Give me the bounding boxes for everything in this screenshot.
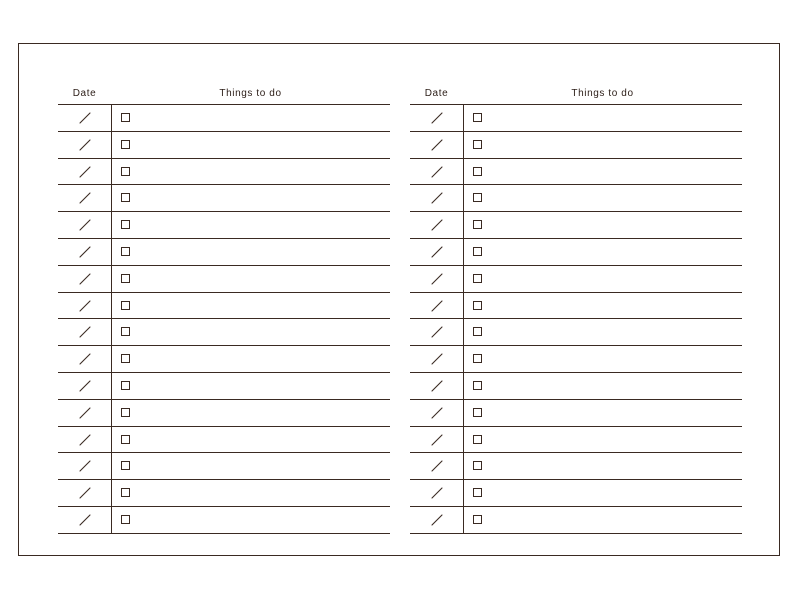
table-row bbox=[58, 212, 390, 239]
date-cell[interactable] bbox=[58, 373, 111, 399]
date-slash-mark bbox=[431, 300, 443, 312]
date-cell[interactable] bbox=[58, 400, 111, 426]
table-row bbox=[58, 453, 390, 480]
checkbox[interactable] bbox=[121, 193, 130, 202]
date-slash-mark bbox=[431, 326, 443, 338]
checkbox[interactable] bbox=[121, 515, 130, 524]
checkbox[interactable] bbox=[473, 274, 482, 283]
date-cell[interactable] bbox=[410, 507, 463, 533]
checkbox[interactable] bbox=[121, 113, 130, 122]
date-slash-mark bbox=[79, 326, 91, 338]
todo-table-left bbox=[58, 86, 390, 534]
checkbox[interactable] bbox=[121, 408, 130, 417]
checkbox[interactable] bbox=[473, 381, 482, 390]
table-row bbox=[58, 185, 390, 212]
checkbox[interactable] bbox=[121, 140, 130, 149]
date-cell[interactable] bbox=[410, 453, 463, 479]
table-row bbox=[410, 427, 742, 454]
table-row bbox=[58, 507, 390, 534]
table-row bbox=[58, 239, 390, 266]
date-cell[interactable] bbox=[410, 427, 463, 453]
date-slash-mark bbox=[431, 112, 443, 124]
checkbox[interactable] bbox=[121, 167, 130, 176]
date-slash-mark bbox=[79, 434, 91, 446]
date-slash-mark bbox=[79, 514, 91, 526]
table-row bbox=[58, 427, 390, 454]
checkbox[interactable] bbox=[121, 381, 130, 390]
table-row bbox=[58, 266, 390, 293]
todo-rows bbox=[410, 105, 742, 534]
table-row bbox=[58, 373, 390, 400]
checkbox[interactable] bbox=[473, 140, 482, 149]
table-row bbox=[58, 293, 390, 320]
date-slash-mark bbox=[79, 407, 91, 419]
date-cell[interactable] bbox=[410, 105, 463, 131]
checkbox[interactable] bbox=[473, 354, 482, 363]
date-cell[interactable] bbox=[58, 319, 111, 345]
date-slash-mark bbox=[79, 219, 91, 231]
checkbox[interactable] bbox=[473, 193, 482, 202]
date-slash-mark bbox=[431, 514, 443, 526]
date-slash-mark bbox=[79, 273, 91, 285]
checkbox[interactable] bbox=[473, 408, 482, 417]
date-cell[interactable] bbox=[58, 427, 111, 453]
date-cell[interactable] bbox=[58, 132, 111, 158]
table-row bbox=[410, 346, 742, 373]
table-row bbox=[410, 373, 742, 400]
checkbox[interactable] bbox=[121, 435, 130, 444]
date-slash-mark bbox=[431, 380, 443, 392]
date-cell[interactable] bbox=[410, 319, 463, 345]
table-row bbox=[410, 239, 742, 266]
checkbox[interactable] bbox=[121, 488, 130, 497]
date-cell[interactable] bbox=[410, 400, 463, 426]
checkbox[interactable] bbox=[121, 220, 130, 229]
date-slash-mark bbox=[79, 166, 91, 178]
table-row bbox=[58, 400, 390, 427]
table-row bbox=[410, 293, 742, 320]
date-cell[interactable] bbox=[58, 105, 111, 131]
date-slash-mark bbox=[431, 246, 443, 258]
table-row bbox=[410, 105, 742, 132]
things-to-do-column-header: Things to do bbox=[571, 88, 634, 99]
table-header bbox=[58, 86, 390, 105]
date-cell[interactable] bbox=[410, 239, 463, 265]
date-slash-mark bbox=[79, 139, 91, 151]
date-cell[interactable] bbox=[58, 480, 111, 506]
checkbox[interactable] bbox=[473, 220, 482, 229]
date-column-header: Date bbox=[72, 88, 97, 99]
date-cell[interactable] bbox=[410, 185, 463, 211]
date-cell[interactable] bbox=[58, 212, 111, 238]
date-slash-mark bbox=[431, 434, 443, 446]
date-cell[interactable] bbox=[410, 373, 463, 399]
checkbox[interactable] bbox=[473, 461, 482, 470]
date-slash-mark bbox=[431, 487, 443, 499]
date-slash-mark bbox=[79, 380, 91, 392]
todo-table-right bbox=[410, 86, 742, 534]
date-cell[interactable] bbox=[410, 346, 463, 372]
date-cell[interactable] bbox=[58, 507, 111, 533]
date-cell[interactable] bbox=[58, 293, 111, 319]
date-slash-mark bbox=[431, 139, 443, 151]
date-cell[interactable] bbox=[58, 239, 111, 265]
date-slash-mark bbox=[431, 353, 443, 365]
date-cell[interactable] bbox=[410, 480, 463, 506]
date-slash-mark bbox=[431, 192, 443, 204]
date-cell[interactable] bbox=[410, 266, 463, 292]
checkbox[interactable] bbox=[473, 113, 482, 122]
date-slash-mark bbox=[79, 112, 91, 124]
checkbox[interactable] bbox=[121, 274, 130, 283]
date-cell[interactable] bbox=[58, 453, 111, 479]
date-slash-mark bbox=[79, 192, 91, 204]
date-slash-mark bbox=[79, 353, 91, 365]
date-cell[interactable] bbox=[410, 132, 463, 158]
things-to-do-column-header: Things to do bbox=[219, 88, 282, 99]
checkbox[interactable] bbox=[121, 247, 130, 256]
table-row bbox=[410, 400, 742, 427]
date-cell[interactable] bbox=[410, 212, 463, 238]
checkbox[interactable] bbox=[121, 327, 130, 336]
table-row bbox=[58, 105, 390, 132]
date-cell[interactable] bbox=[58, 159, 111, 185]
checkbox[interactable] bbox=[473, 435, 482, 444]
date-slash-mark bbox=[431, 460, 443, 472]
date-cell[interactable] bbox=[58, 266, 111, 292]
table-row bbox=[410, 453, 742, 480]
date-slash-mark bbox=[79, 460, 91, 472]
table-row bbox=[410, 159, 742, 186]
table-header bbox=[410, 86, 742, 105]
date-slash-mark bbox=[431, 273, 443, 285]
date-column-header: Date bbox=[424, 88, 449, 99]
table-row bbox=[410, 185, 742, 212]
table-row bbox=[58, 132, 390, 159]
table-row bbox=[410, 507, 742, 534]
checkbox[interactable] bbox=[473, 327, 482, 336]
checkbox[interactable] bbox=[473, 488, 482, 497]
checkbox[interactable] bbox=[473, 167, 482, 176]
table-row bbox=[58, 159, 390, 186]
table-row bbox=[58, 346, 390, 373]
table-row bbox=[58, 319, 390, 346]
table-row bbox=[410, 480, 742, 507]
date-slash-mark bbox=[79, 487, 91, 499]
date-slash-mark bbox=[431, 166, 443, 178]
checkbox[interactable] bbox=[121, 354, 130, 363]
date-slash-mark bbox=[431, 219, 443, 231]
checkbox[interactable] bbox=[473, 247, 482, 256]
checkbox[interactable] bbox=[473, 301, 482, 310]
checkbox[interactable] bbox=[121, 461, 130, 470]
checkbox[interactable] bbox=[473, 515, 482, 524]
table-row bbox=[410, 132, 742, 159]
table-row bbox=[410, 319, 742, 346]
date-slash-mark bbox=[79, 300, 91, 312]
date-slash-mark bbox=[79, 246, 91, 258]
date-cell[interactable] bbox=[410, 293, 463, 319]
date-slash-mark bbox=[431, 407, 443, 419]
table-row bbox=[58, 480, 390, 507]
table-row bbox=[410, 212, 742, 239]
date-cell[interactable] bbox=[58, 346, 111, 372]
date-cell[interactable] bbox=[410, 159, 463, 185]
todo-rows bbox=[58, 105, 390, 534]
table-row bbox=[410, 266, 742, 293]
date-cell[interactable] bbox=[58, 185, 111, 211]
checkbox[interactable] bbox=[121, 301, 130, 310]
